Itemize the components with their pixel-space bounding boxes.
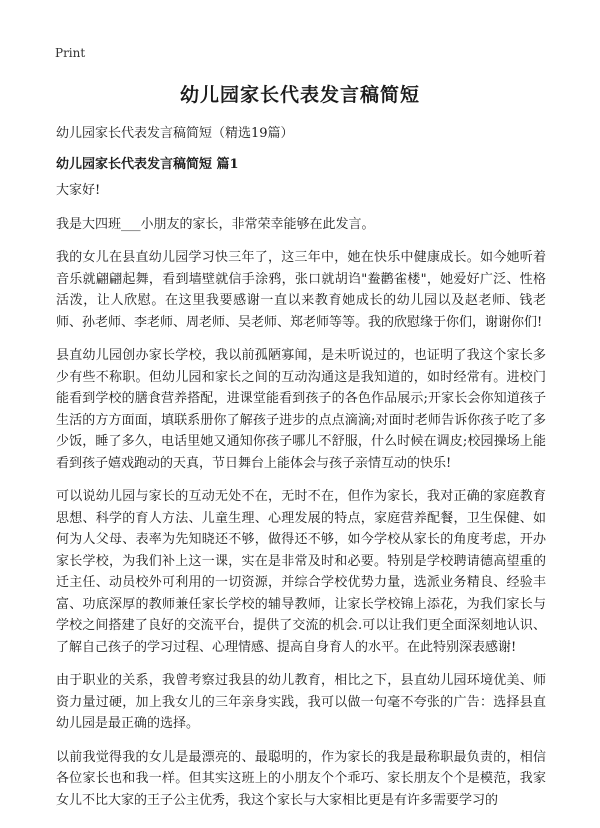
paragraph: 县直幼儿园创办家长学校，我以前孤陋寡闻，是未听说过的，也证明了我这个家长多少有些不称职。但幼儿园和家长之间的互动沟通这是我知道的，如时经常有。进校门能看到学校的膳食营养搭配，进课堂能看到孩子的各色作品展示;开家长会你知道孩子生活的方方面面，填联系册你了解孩子进步的点点滴滴;对面时老师告诉你孩子吃了多少饭，睡了多久，电话里她又通知你孩子哪儿不舒服，什么时候在调皮;校园操场上能看到孩子嬉戏跑动的天真，节日舞台上能体会与孩子亲情互动的快乐! (56, 348, 546, 471)
print-label[interactable]: Print (55, 46, 86, 60)
paragraph: 以前我觉得我的女儿是最漂亮的、最聪明的，作为家长的我是最称职最负责的，相信各位家长也和我一样。但其实这班上的小朋友个个乖巧、家长朋友个个是模范，我家女儿不比大家的王子公主优秀，我这个家长与大家相比更是有许多需要学习的 (56, 749, 546, 808)
page-title: 幼儿园家长代表发言稿简短 (179, 84, 420, 106)
paragraph-greeting: 大家好! (56, 183, 101, 198)
section-heading: 幼儿园家长代表发言稿简短 篇1 (56, 157, 239, 172)
paragraph: 由于职业的关系，我曾考察过我县的幼儿教育，相比之下，县直幼儿园环境优美、师资力量过硬，加上我女儿的三年亲身实践，我可以做一句毫不夸张的广告：选择县直幼儿园是最正确的选择。 (56, 673, 546, 731)
paragraph: 我的女儿在县直幼儿园学习快三年了，这三年中，她在快乐中健康成长。如今她听着音乐就翩翩起舞，看到墙壁就信手涂鸦，张口就胡诌"鲞鹳雀楼"，她爱好广泛、性格活泼，让人欣慰。在这里我要感谢一直以来教育她成长的幼儿园以及赵老师、钱老师、孙老师、李老师、周老师、吴老师、郑老师等等。我的欣慰缘于你们，谢谢你们! (56, 250, 546, 330)
paragraph-intro: 我是大四班___小朋友的家长，非常荣幸能够在此发言。 (56, 216, 375, 232)
paragraph: 可以说幼儿园与家长的互动无处不在，无时不在，但作为家长，我对正确的家庭教育思想、科学的育人方法、儿童生理、心理发展的特点，家庭营养配餐，卫生保健、如何为人父母、表率为先知晓还不够，做得还不够，如今学校从家长的角度考虑，开办家长学校，为我们补上这一课，实在是非常及时和必要。特别是学校聘请德高望重的迁主任、动员校外可利用的一切资源，并综合学校优势力量，选派业务精良、经验丰富、功底深厚的教师兼任家长学校的辅导教师，让家长学校锦上添花，为我们家长与学校之间搭建了良好的交流平台，提供了交流的机会.可以让我们更全面深刻地认识、了解自己孩子的学习过程、心理情感、提高自身育人的水平。在此特别深表感谢! (56, 489, 546, 655)
document-body (56, 180, 546, 823)
document-subtitle: 幼儿园家长代表发言稿简短（精选19篇） (56, 126, 294, 141)
